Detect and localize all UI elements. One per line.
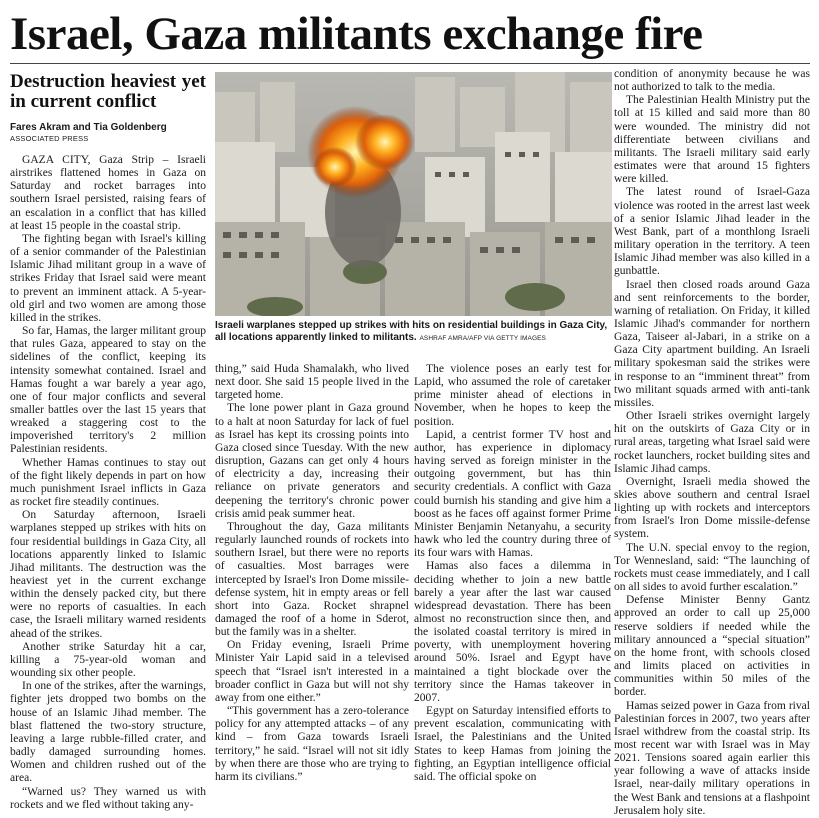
paragraph: On Friday evening, Israeli Prime Minister Yair Lapid said in a televised speech that “Israel isn't interested in a broader conflict in Gaza but will not shy away from one either.”: [215, 639, 409, 704]
paragraph: Lapid, a centrist former TV host and author, has experience in diplomacy having served as foreign minister in the outgoing government, but has thin security credentials. A conflict with Gaza could burnish his standing and give him a boost as he faces off against former Prime Minister Benjamin Netanyahu, a security hawk who led the country during three of its four wars with Hamas.: [414, 428, 611, 560]
paragraph: On Saturday afternoon, Israeli warplanes stepped up strikes with hits on four residential buildings in Gaza City, all locations apparently linked to Islamic Jihad militants. The destruction was the heaviest yet in the current exchange within the densely packed city, but there were no reports of casualties. In each case, the Israeli military warned residents ahead of the strikes.: [10, 509, 206, 640]
headline: Israel, Gaza militants exchange fire: [10, 8, 703, 60]
headline-rule: [10, 63, 810, 64]
paragraph: Overnight, Israeli media showed the skies above southern and central Israel lighting up with rockets and interceptors from Israel's Iron Dome missile-defense system.: [614, 475, 810, 541]
paragraph: The lone power plant in Gaza ground to a halt at noon Saturday for lack of fuel as Israel has kept its crossing points into Gaza closed since Tuesday. With the new disruption, Gazans can get only 4 hours of electricity a day, increasing their reliance on private generators and deepening the territory's chronic power crisis amid peak summer heat.: [215, 402, 409, 520]
paragraph: GAZA CITY, Gaza Strip – Israeli airstrikes flattened homes in Gaza on Saturday and rocket barrages into southern Israel persisted, raising fears of an escalation in a conflict that has killed at least 15 people in the coastal strip.: [10, 154, 206, 232]
paragraph: Other Israeli strikes overnight largely hit on the outskirts of Gaza City or in rural areas, targeting what Israel said were rocket launchers, rocket building sites and Islamic Jihad camps.: [614, 410, 810, 475]
paragraph: Hamas seized power in Gaza from rival Palestinian forces in 2007, two years after Israel withdrew from the coastal strip. Its most recent war with Israel was in May 2021. Tensions soared again earlier this year following a wave of attacks inside Israel, near-daily military operations in the West Bank and tensions at a flashpoint Jerusalem holy site.: [614, 699, 810, 817]
byline: Fares Akram and Tia Goldenberg: [10, 122, 167, 133]
paragraph: Hamas also faces a dilemma in deciding whether to join a new battle barely a year after the last war caused widespread devastation. There has been almost no reconstruction since then, and the isolated coastal territory is mired in poverty, with unemployment hovering around 50%. Israel and Egypt have maintained a tight blockade over the territory since the Hamas takeover in 2007.: [414, 560, 611, 704]
paragraph: Another strike Saturday hit a car, killing a 75-year-old woman and wounding six other people.: [10, 640, 206, 680]
paragraph: thing,” said Huda Shamalakh, who lived next door. She said 15 people lived in the targeted home.: [215, 363, 409, 402]
column-1: [10, 72, 206, 812]
column-3: [414, 363, 611, 784]
paragraph: Defense Minister Benny Gantz approved an order to call up 25,000 reserve soldiers if needed while the military announced a “special situation” on the home front, with schools closed and limits placed on activities in communities within 50 miles of the border.: [614, 594, 810, 699]
paragraph: In one of the strikes, after the warnings, fighter jets dropped two bombs on the house of an Islamic Jihad member. The blast flattened the two-story structure, leaving a large rubble-filled crater, and badly damaged surrounding homes. Women and children rushed out of the area.: [10, 680, 206, 785]
paragraph: Israel then closed roads around Gaza and sent reinforcements to the border, warning of retaliation. On Friday, it killed Islamic Jihad's commander for northern Gaza, Taiseer al-Jabari, in a strike on a Gaza City apartment building. An Israeli military spokesman said the strikes were in response to an “imminent threat” from two militant squads armed with anti-tank missiles.: [614, 278, 810, 409]
agency: ASSOCIATED PRESS: [10, 134, 89, 143]
paragraph: “Warned us? They warned us with rockets and we fled without taking any-: [10, 785, 206, 811]
news-photo: [215, 72, 612, 316]
paragraph: The Palestinian Health Ministry put the toll at 15 killed and said more than 80 were wounded. The ministry did not differentiate between civilians and militants. The Israeli military said early estimates were that around 15 fighters were killed.: [614, 94, 810, 186]
paragraph: “This government has a zero-tolerance policy for any attempted attacks – of any kind – from Gaza towards Israeli territory,” he said. “Israel will not sit idly by when there are those who are trying to harm its civilians.”: [215, 705, 409, 783]
paragraph: Whether Hamas continues to stay out of the fight likely depends in part on how much punishment Israel inflicts in Gaza as rocket fire steadily continues.: [10, 456, 206, 509]
paragraph: The U.N. special envoy to the region, Tor Wennesland, said: “The launching of rockets must cease immediately, and I call on all sides to avoid further escalation.”: [614, 541, 810, 594]
paragraph: So far, Hamas, the larger militant group that rules Gaza, appeared to stay on the sidelines of the conflict, keeping its intensity somewhat contained. Israel and Hamas fought a war barely a year ago, one of four major conflicts and several smaller battles over the last 15 years that wreaked a staggering cost to the impoverished territory's 2 million Palestinian residents.: [10, 325, 206, 456]
photo-credit: ASHRAF AMRA/AFP VIA GETTY IMAGES: [419, 335, 546, 342]
paragraph: Egypt on Saturday intensified efforts to prevent escalation, communicating with Israel, the Palestinians and the United States to keep Hamas from joining the fighting, an Egyptian intelligence official said. The official spoke on: [414, 705, 611, 783]
column-4: [614, 68, 810, 818]
column-2: [215, 363, 409, 784]
photo-caption: [215, 320, 612, 345]
paragraph: The fighting began with Israel's killing of a senior commander of the Palestinian Islamic Jihad militant group in a wave of strikes Friday that Israel said were meant to prevent an imminent attack. A 5-year-old girl and two women are among those killed in the strikes.: [10, 232, 206, 324]
caption-text: Israeli warplanes stepped up strikes with hits on residential buildings in Gaza City, all locations apparently linked to militants.: [215, 320, 608, 343]
subheadline: Destruction heaviest yet in current conflict: [10, 71, 206, 112]
paragraph: condition of anonymity because he was not authorized to talk to the media.: [614, 68, 810, 94]
paragraph: The violence poses an early test for Lapid, who assumed the role of caretaker prime minister ahead of elections in November, when he hopes to keep the position.: [414, 363, 611, 428]
paragraph: Throughout the day, Gaza militants regularly launched rounds of rockets into southern Israel, but there were no reports of casualties. Most barrages were intercepted by Israel's Iron Dome missile-defense system, hit in empty areas or fell short into Gaza. Rocket shrapnel damaged the roof of a home in Sderot, but the family was in a shelter.: [215, 520, 409, 639]
paragraph: The latest round of Israel-Gaza violence was rooted in the arrest last week of a senior Islamic Jihad leader in the West Bank, part of a monthlong Israeli military operation in the territory. A teen Islamic Jihad member was also killed in a gunbattle.: [614, 186, 810, 278]
